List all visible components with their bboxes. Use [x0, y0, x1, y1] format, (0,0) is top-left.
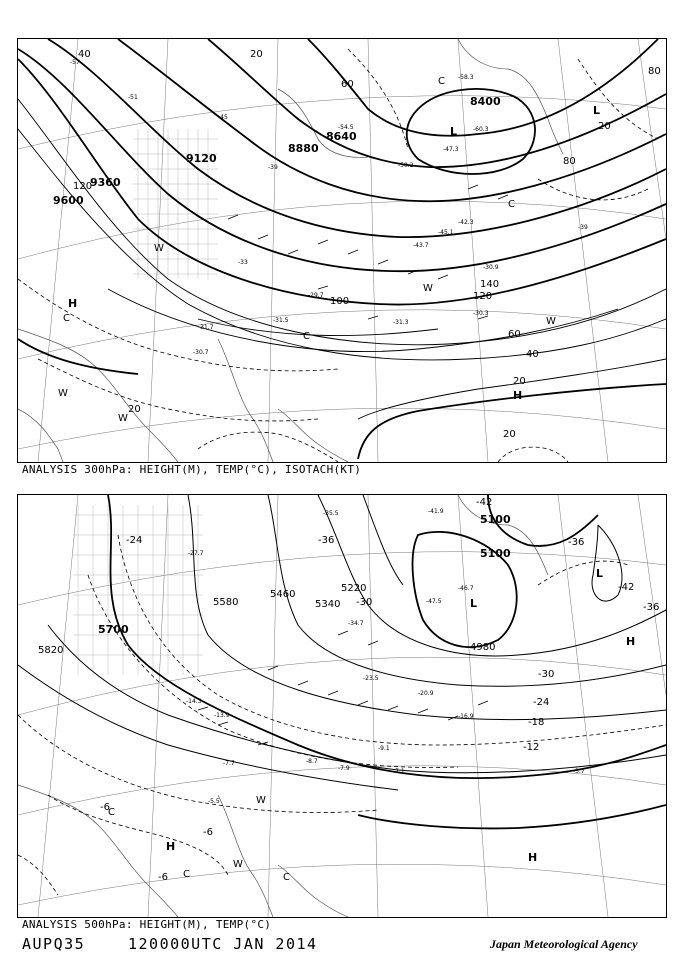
temp-label: -8.7: [306, 758, 318, 765]
height-label-5100b: 5100: [480, 547, 511, 560]
temp-label: -31.7: [198, 324, 214, 331]
temp-label: -43.7: [413, 242, 429, 249]
isotach-label-60: 60: [341, 79, 354, 90]
temp-label: -39: [578, 224, 588, 231]
height-label-5460: 5460: [270, 589, 296, 600]
temp-label: -27.7: [188, 550, 204, 557]
temp-label: -42.3: [458, 219, 474, 226]
high-center: H: [513, 389, 523, 402]
height-label-8880: 8880: [288, 142, 319, 155]
temp-label: -7.7: [223, 760, 235, 767]
temp-label: -6: [203, 827, 213, 838]
temp-label: -45: [218, 114, 228, 121]
temp-label: -16.9: [458, 713, 474, 720]
cold-center: C: [283, 872, 290, 883]
temp-label: -36: [318, 535, 335, 546]
height-label-5220: 5220: [341, 583, 367, 594]
temp-label: -31.3: [393, 319, 409, 326]
isotach-label-20e: 20: [503, 429, 516, 440]
temp-label: -24: [126, 535, 143, 546]
temp-label: -29.7: [308, 292, 324, 299]
temp-label: -12: [523, 742, 540, 753]
temp-label: -14.3: [186, 698, 202, 705]
temp-label: -54.5: [338, 124, 354, 131]
temp-label: -20.9: [418, 690, 434, 697]
temp-label: -30.9: [483, 264, 499, 271]
graticule: [18, 39, 666, 462]
isotach-label-20: 20: [250, 49, 263, 60]
isotach-label-80b: 80: [563, 156, 576, 167]
caption-300hpa: ANALYSIS 300hPa: HEIGHT(M), TEMP(°C), ISOTACH(KT): [22, 463, 362, 476]
warm-center: W: [233, 859, 243, 870]
warm-center: W: [118, 413, 128, 424]
cold-center: C: [438, 76, 445, 87]
temp-label: -24: [533, 697, 550, 708]
low-center: L: [593, 104, 601, 117]
low-center: L: [596, 567, 604, 580]
low-center: L: [450, 125, 458, 138]
temp-label: -6: [158, 872, 168, 883]
temp-label: -18: [528, 717, 545, 728]
cold-center: C: [108, 807, 115, 818]
temp-label: -35.5: [323, 510, 339, 517]
temp-label: -5.5: [208, 798, 220, 805]
temp-label: -36: [568, 537, 585, 548]
temp-label: -41.9: [428, 508, 444, 515]
temp-label: -9.1: [378, 745, 390, 752]
isotach-label-20d: 20: [128, 404, 141, 415]
isotach-label-140: 140: [480, 279, 500, 290]
warm-center: W: [423, 283, 433, 294]
map-300hpa: [17, 38, 667, 463]
temp-label: -57: [70, 59, 80, 66]
chart-id: AUPQ35: [22, 935, 86, 953]
coastline: [18, 495, 548, 917]
valid-time: 120000UTC JAN 2014: [128, 935, 318, 953]
height-label-4980: 4980: [470, 642, 496, 653]
temp-label: -13.9: [214, 712, 230, 719]
temp-label: -30: [538, 669, 555, 680]
height-label-5580: 5580: [213, 597, 239, 608]
temp-label: -47.5: [426, 598, 442, 605]
height-label-5700: 5700: [98, 623, 129, 636]
isotach-label-120: 120: [473, 291, 493, 302]
height-label-9120: 9120: [186, 152, 217, 165]
height-label-9360: 9360: [90, 176, 121, 189]
temp-label: -30.7: [193, 349, 209, 356]
height-label-5100: 5100: [480, 513, 511, 526]
temp-label: -31.5: [273, 317, 289, 324]
cold-center: C: [303, 331, 310, 342]
height-label-5820: 5820: [38, 645, 64, 656]
temp-label: -23.5: [363, 675, 379, 682]
low-center: L: [470, 597, 478, 610]
map-300hpa-svg: [18, 39, 666, 462]
temp-label: -39: [268, 164, 278, 171]
height-label-120: 120: [73, 181, 93, 192]
high-center: H: [68, 297, 78, 310]
map-500hpa: [17, 494, 667, 918]
isotach-label-100: 100: [330, 296, 350, 307]
cold-center: C: [183, 869, 190, 880]
temp-label: -45.1: [438, 229, 454, 236]
temp-label: -30: [356, 597, 373, 608]
isotach-label-40b: 40: [526, 349, 539, 360]
high-center: H: [528, 851, 538, 864]
temp-label: -58.3: [458, 74, 474, 81]
isotach-label-60b: 60: [508, 329, 521, 340]
temp-label: -30.3: [473, 310, 489, 317]
warm-center: W: [154, 243, 164, 254]
high-center: H: [626, 635, 636, 648]
warm-center: W: [58, 388, 68, 399]
height-label-9600: 9600: [53, 194, 84, 207]
isotach-boundary: [358, 384, 666, 459]
warm-center: W: [256, 795, 266, 806]
caption-500hpa: ANALYSIS 500hPa: HEIGHT(M), TEMP(°C): [22, 918, 272, 931]
temp-label: -46.7: [458, 585, 474, 592]
temp-label: -42: [618, 582, 635, 593]
graticule: [18, 495, 666, 917]
wind-barbs: [198, 631, 488, 745]
isotach-label-40: 40: [78, 49, 91, 60]
temp-label: -7.1: [393, 768, 405, 775]
temp-label: -34.7: [348, 620, 364, 627]
temp-label: -7.9: [338, 765, 350, 772]
height-label-8640: 8640: [326, 130, 357, 143]
isotach-label-80: 80: [648, 66, 661, 77]
agency-name: Japan Meteorological Agency: [490, 937, 638, 951]
temp-label: -6: [100, 802, 110, 813]
temp-label: -60.3: [473, 126, 489, 133]
height-label-8400: 8400: [470, 95, 501, 108]
warm-center: W: [546, 316, 556, 327]
temp-label: -50.2: [398, 162, 414, 169]
cold-center: C: [63, 313, 70, 324]
terrain-hatch: [73, 505, 203, 675]
temp-label: -33: [238, 259, 248, 266]
temp-label: -47.3: [443, 146, 459, 153]
height-label-5340: 5340: [315, 599, 341, 610]
map-500hpa-svg: [18, 495, 666, 917]
temp-label: -51: [128, 94, 138, 101]
isotach-label-20b: 20: [598, 121, 611, 132]
temp-label: -42: [476, 497, 493, 508]
high-center: H: [166, 840, 176, 853]
cold-center: C: [508, 199, 515, 210]
temp-label: -3.7: [573, 768, 585, 775]
isotach-label-20c: 20: [513, 376, 526, 387]
temp-label: -36: [643, 602, 660, 613]
